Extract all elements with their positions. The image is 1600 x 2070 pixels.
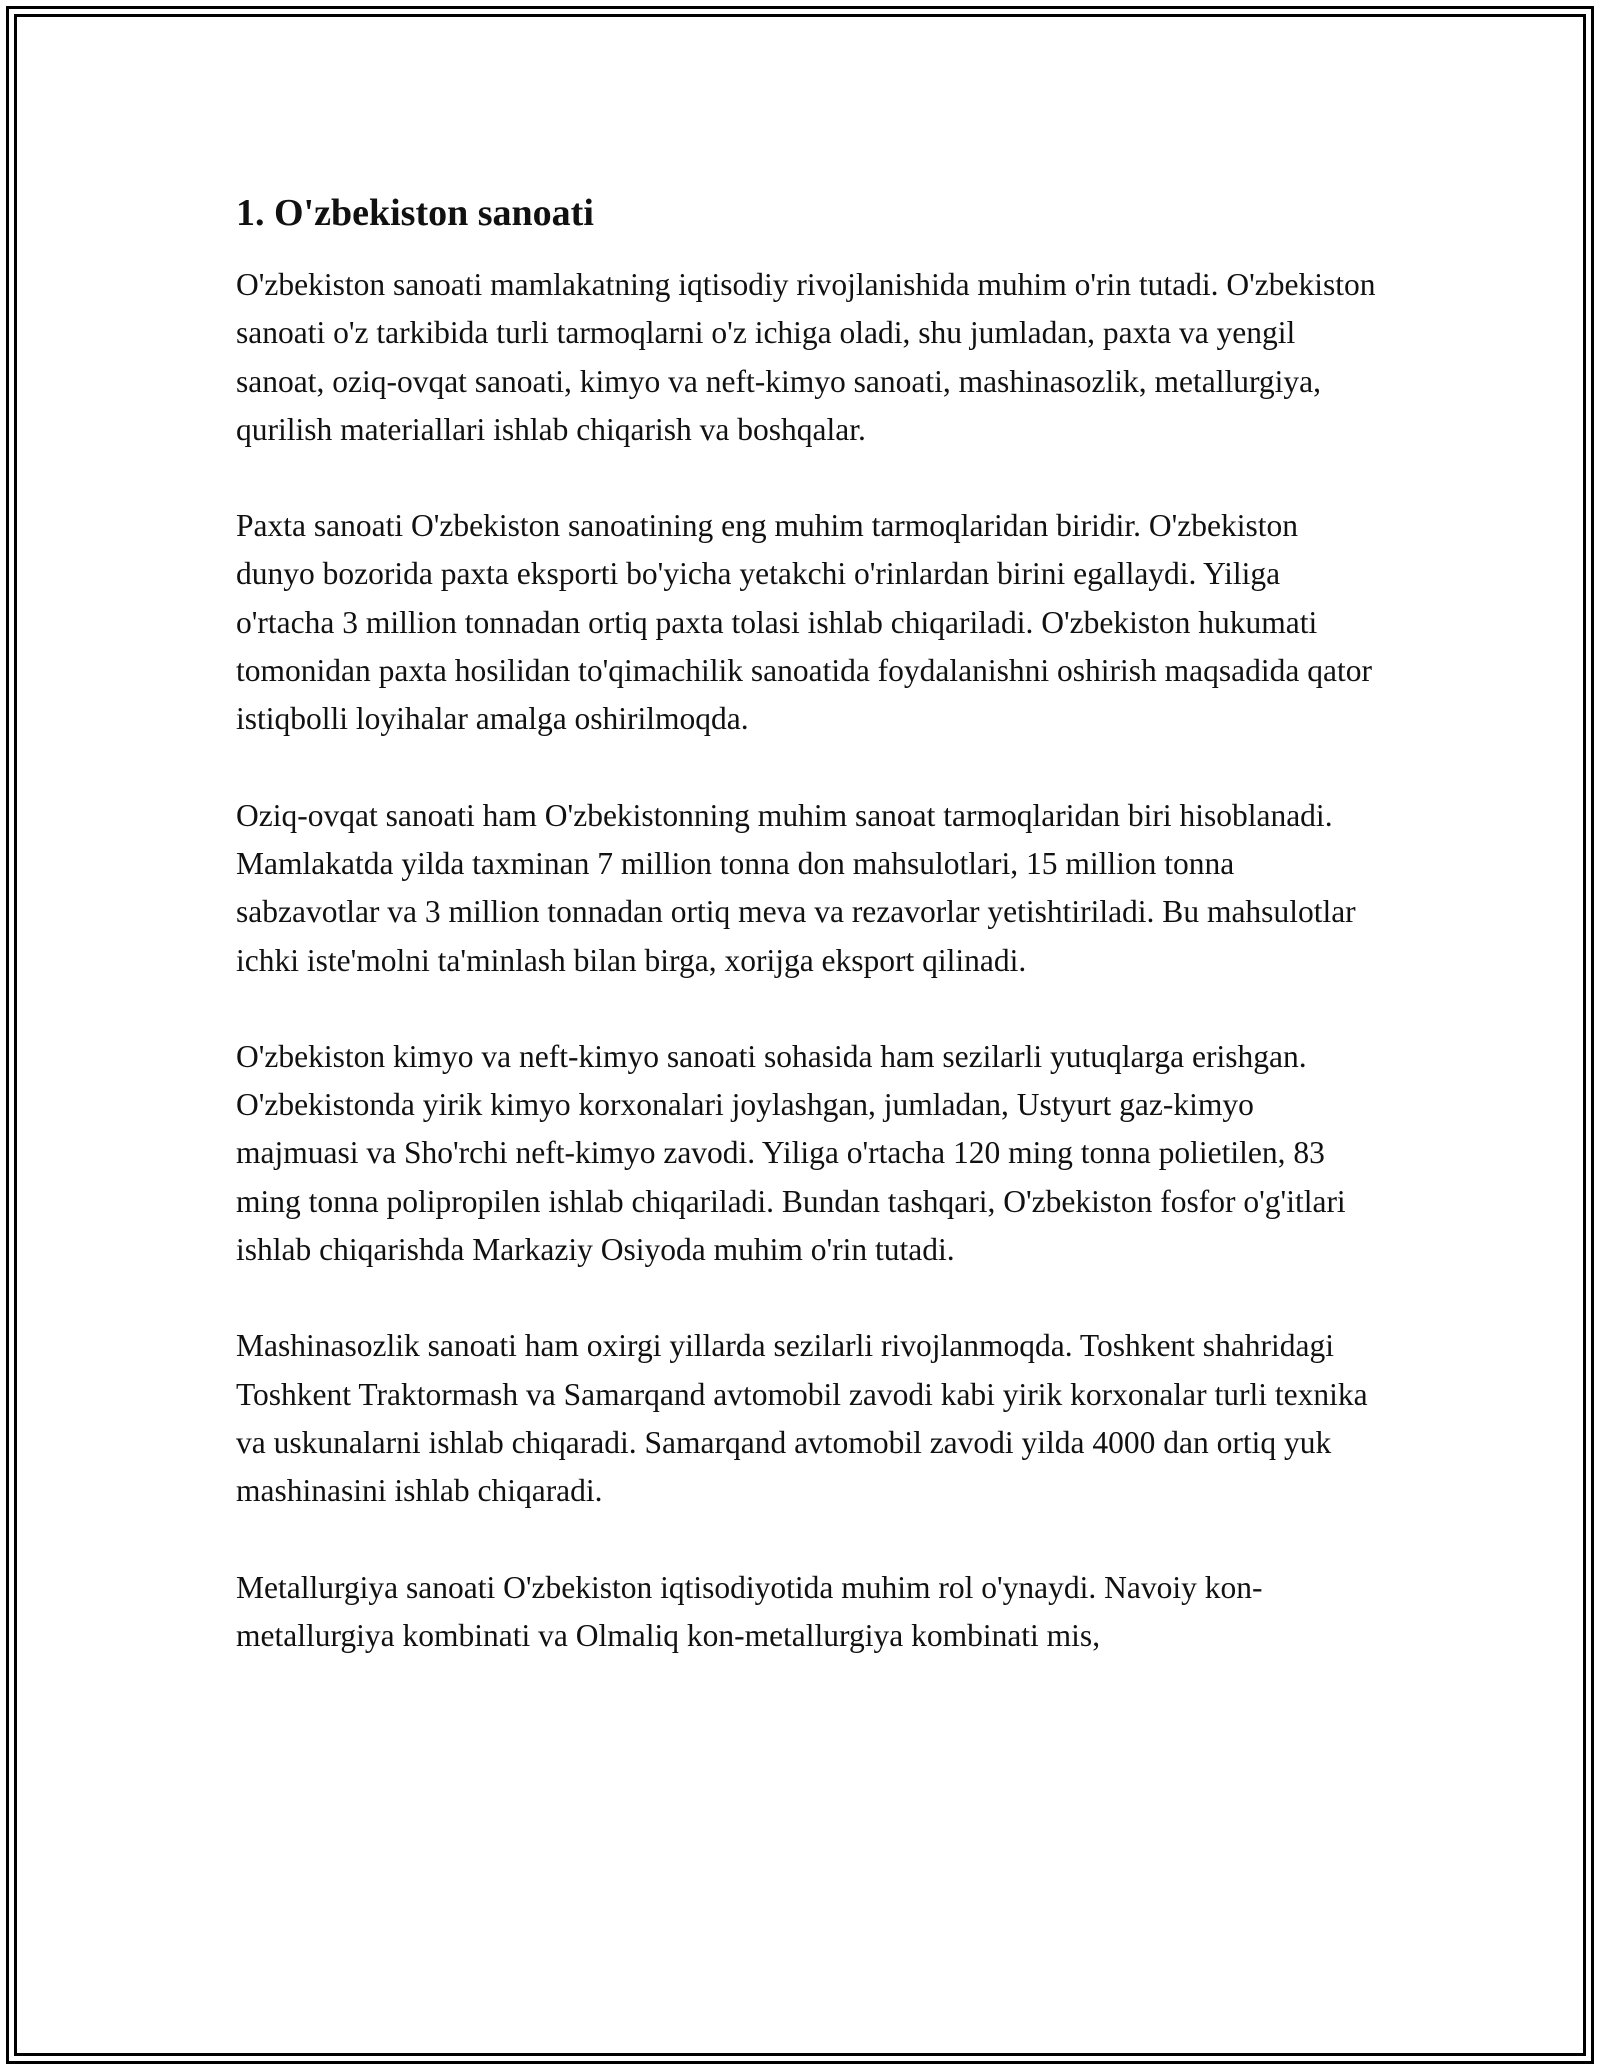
paragraph-food-industry: Oziq-ovqat sanoati ham O'zbekistonning muhim sanoat tarmoqlaridan biri hisoblanadi. Mamlakatda yilda taxminan 7 million tonna don mahsulotlari, 15 million tonna sabzavotlar va 3 million tonnadan ortiq meva va rezavorlar yetishtiriladi. Bu mahsulotlar ichki iste'molni ta'minlash bilan birga, xorijga eksport qilinadi.	[236, 797, 1356, 978]
paragraph-intro: O'zbekiston sanoati mamlakatning iqtisodiy rivojlanishida muhim o'rin tutadi. O'zbekiston sanoati o'z tarkibida turli tarmoqlarni o'z ichiga oladi, shu jumladan, paxta va yengil sanoat, oziq-ovqat sanoati, kimyo va neft-kimyo sanoati, mashinasozlik, metallurgiya, qurilish materiallari ishlab chiqarish va boshqalar.	[236, 267, 1376, 447]
paragraph-metallurgy: Metallurgiya sanoati O'zbekiston iqtisodiyotida muhim rol o'ynaydi. Navoiy kon-metallurgiya kombinati va Olmaliq kon-metallurgiya kombinati mis,	[236, 1569, 1263, 1653]
document-body	[236, 185, 1376, 1708]
paragraph-cotton-industry: Paxta sanoati O'zbekiston sanoatining eng muhim tarmoqlaridan biridir. O'zbekiston dunyo bozorida paxta eksporti bo'yicha yetakchi o'rinlardan birini egallaydi. Yiliga o'rtacha 3 million tonnadan ortiq paxta tolasi ishlab chiqariladi. O'zbekiston hukumati tomonidan paxta hosilidan to'qimachilik sanoatida foydalanishni oshirish maqsadida qator istiqbolli loyihalar amalga oshirilmoqda.	[236, 508, 1372, 737]
section-heading: 1. O'zbekiston sanoati	[236, 192, 594, 234]
paragraph-machine-building: Mashinasozlik sanoati ham oxirgi yillarda sezilarli rivojlanmoqda. Toshkent shahridagi Toshkent Traktormash va Samarqand avtomobil zavodi kabi yirik korxonalar turli texnika va uskunalarni ishlab chiqaradi. Samarqand avtomobil zavodi yilda 4000 dan ortiq yuk mashinasini ishlab chiqaradi.	[236, 1328, 1368, 1509]
paragraph-chemical-industry: O'zbekiston kimyo va neft-kimyo sanoati sohasida ham sezilarli yutuqlarga erishgan. O'zbekistonda yirik kimyo korxonalari joylashgan, jumladan, Ustyurt gaz-kimyo majmuasi va Sho'rchi neft-kimyo zavodi. Yiliga o'rtacha 120 ming tonna polietilen, 83 ming tonna polipropilen ishlab chiqariladi. Bundan tashqari, O'zbekiston fosfor o'g'itlari ishlab chiqarishda Markaziy Osiyoda muhim o'rin tutadi.	[236, 1038, 1346, 1268]
